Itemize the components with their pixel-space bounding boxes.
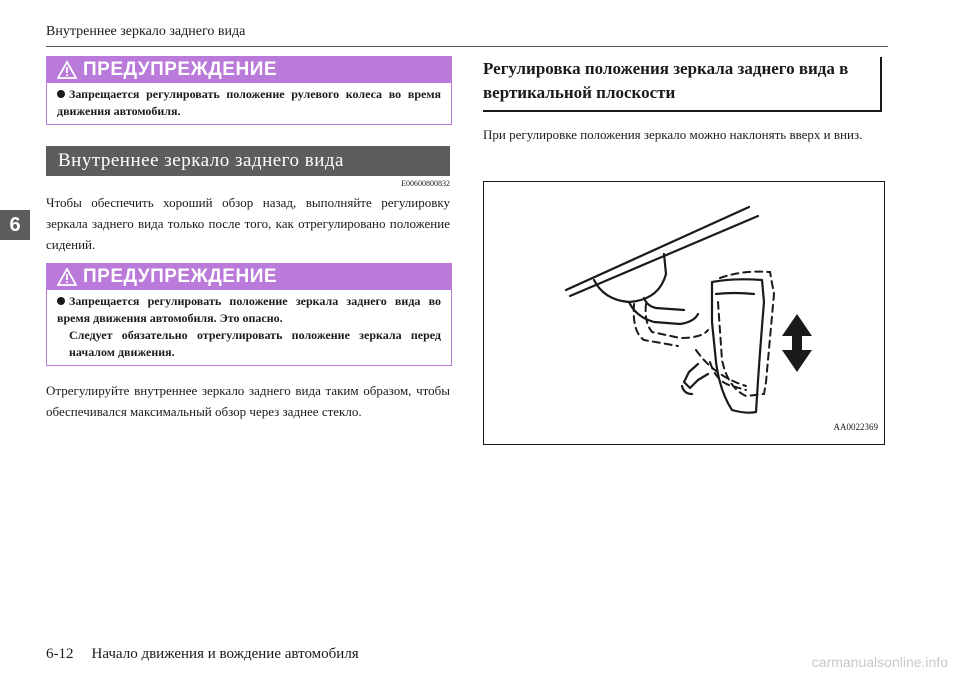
header-rule	[46, 46, 888, 47]
chapter-tab: 6	[0, 210, 30, 240]
warning-item-continued: Следует обязательно отрегулировать положение зеркала перед началом движения.	[69, 328, 441, 359]
chapter-name: Начало движения и вождение автомобиля	[91, 646, 359, 662]
bullet-icon	[57, 297, 65, 305]
warning-header	[47, 264, 451, 290]
warning-item-text: Запрещается регулировать положение рулевого колеса во время движения автомобиля.	[57, 87, 441, 118]
warning-title: ПРЕДУПРЕЖДЕНИЕ	[83, 266, 278, 287]
warning-item	[57, 293, 441, 327]
adjust-paragraph: Отрегулируйте внутреннее зеркало заднего вида таким образом, чтобы обеспечивался максимальный обзор через заднее стекло.	[46, 383, 450, 419]
running-header: Внутреннее зеркало заднего вида	[46, 24, 246, 39]
right-body-text: При регулировке положения зеркало можно наклонять вверх и вниз.	[483, 127, 863, 142]
footer	[46, 646, 359, 663]
warning-box-mirror	[46, 263, 452, 366]
intro-paragraph: Чтобы обеспечить хороший обзор назад, выполняйте регулировку зеркала заднего вида только после того, как отрегулировано положение сидений.	[46, 195, 450, 252]
warning-triangle-icon	[57, 61, 77, 79]
watermark[interactable]: carmanualsonline.info	[811, 654, 948, 670]
subsection-title: Регулировка положения зеркала заднего вида в вертикальной плоскости	[483, 57, 882, 112]
warning-item-text: Запрещается регулировать положение зеркала заднего вида во время движения автомобиля. Это опасно.	[57, 294, 441, 325]
warning-body	[47, 83, 451, 124]
bullet-icon	[57, 90, 65, 98]
warning-item	[57, 86, 441, 120]
section-code: E00600800832	[401, 179, 450, 188]
rearview-mirror-illustration	[484, 182, 883, 443]
warning-box-steering	[46, 56, 452, 125]
warning-body	[47, 290, 451, 365]
warning-header	[47, 57, 451, 83]
up-down-arrow-icon	[782, 314, 812, 372]
warning-triangle-icon	[57, 268, 77, 286]
section-title: Внутреннее зеркало заднего вида	[46, 146, 450, 176]
figure-frame	[483, 181, 885, 445]
page-number: 6-12	[46, 646, 74, 662]
warning-title: ПРЕДУПРЕЖДЕНИЕ	[83, 59, 278, 80]
figure-code: AA0022369	[833, 422, 878, 432]
